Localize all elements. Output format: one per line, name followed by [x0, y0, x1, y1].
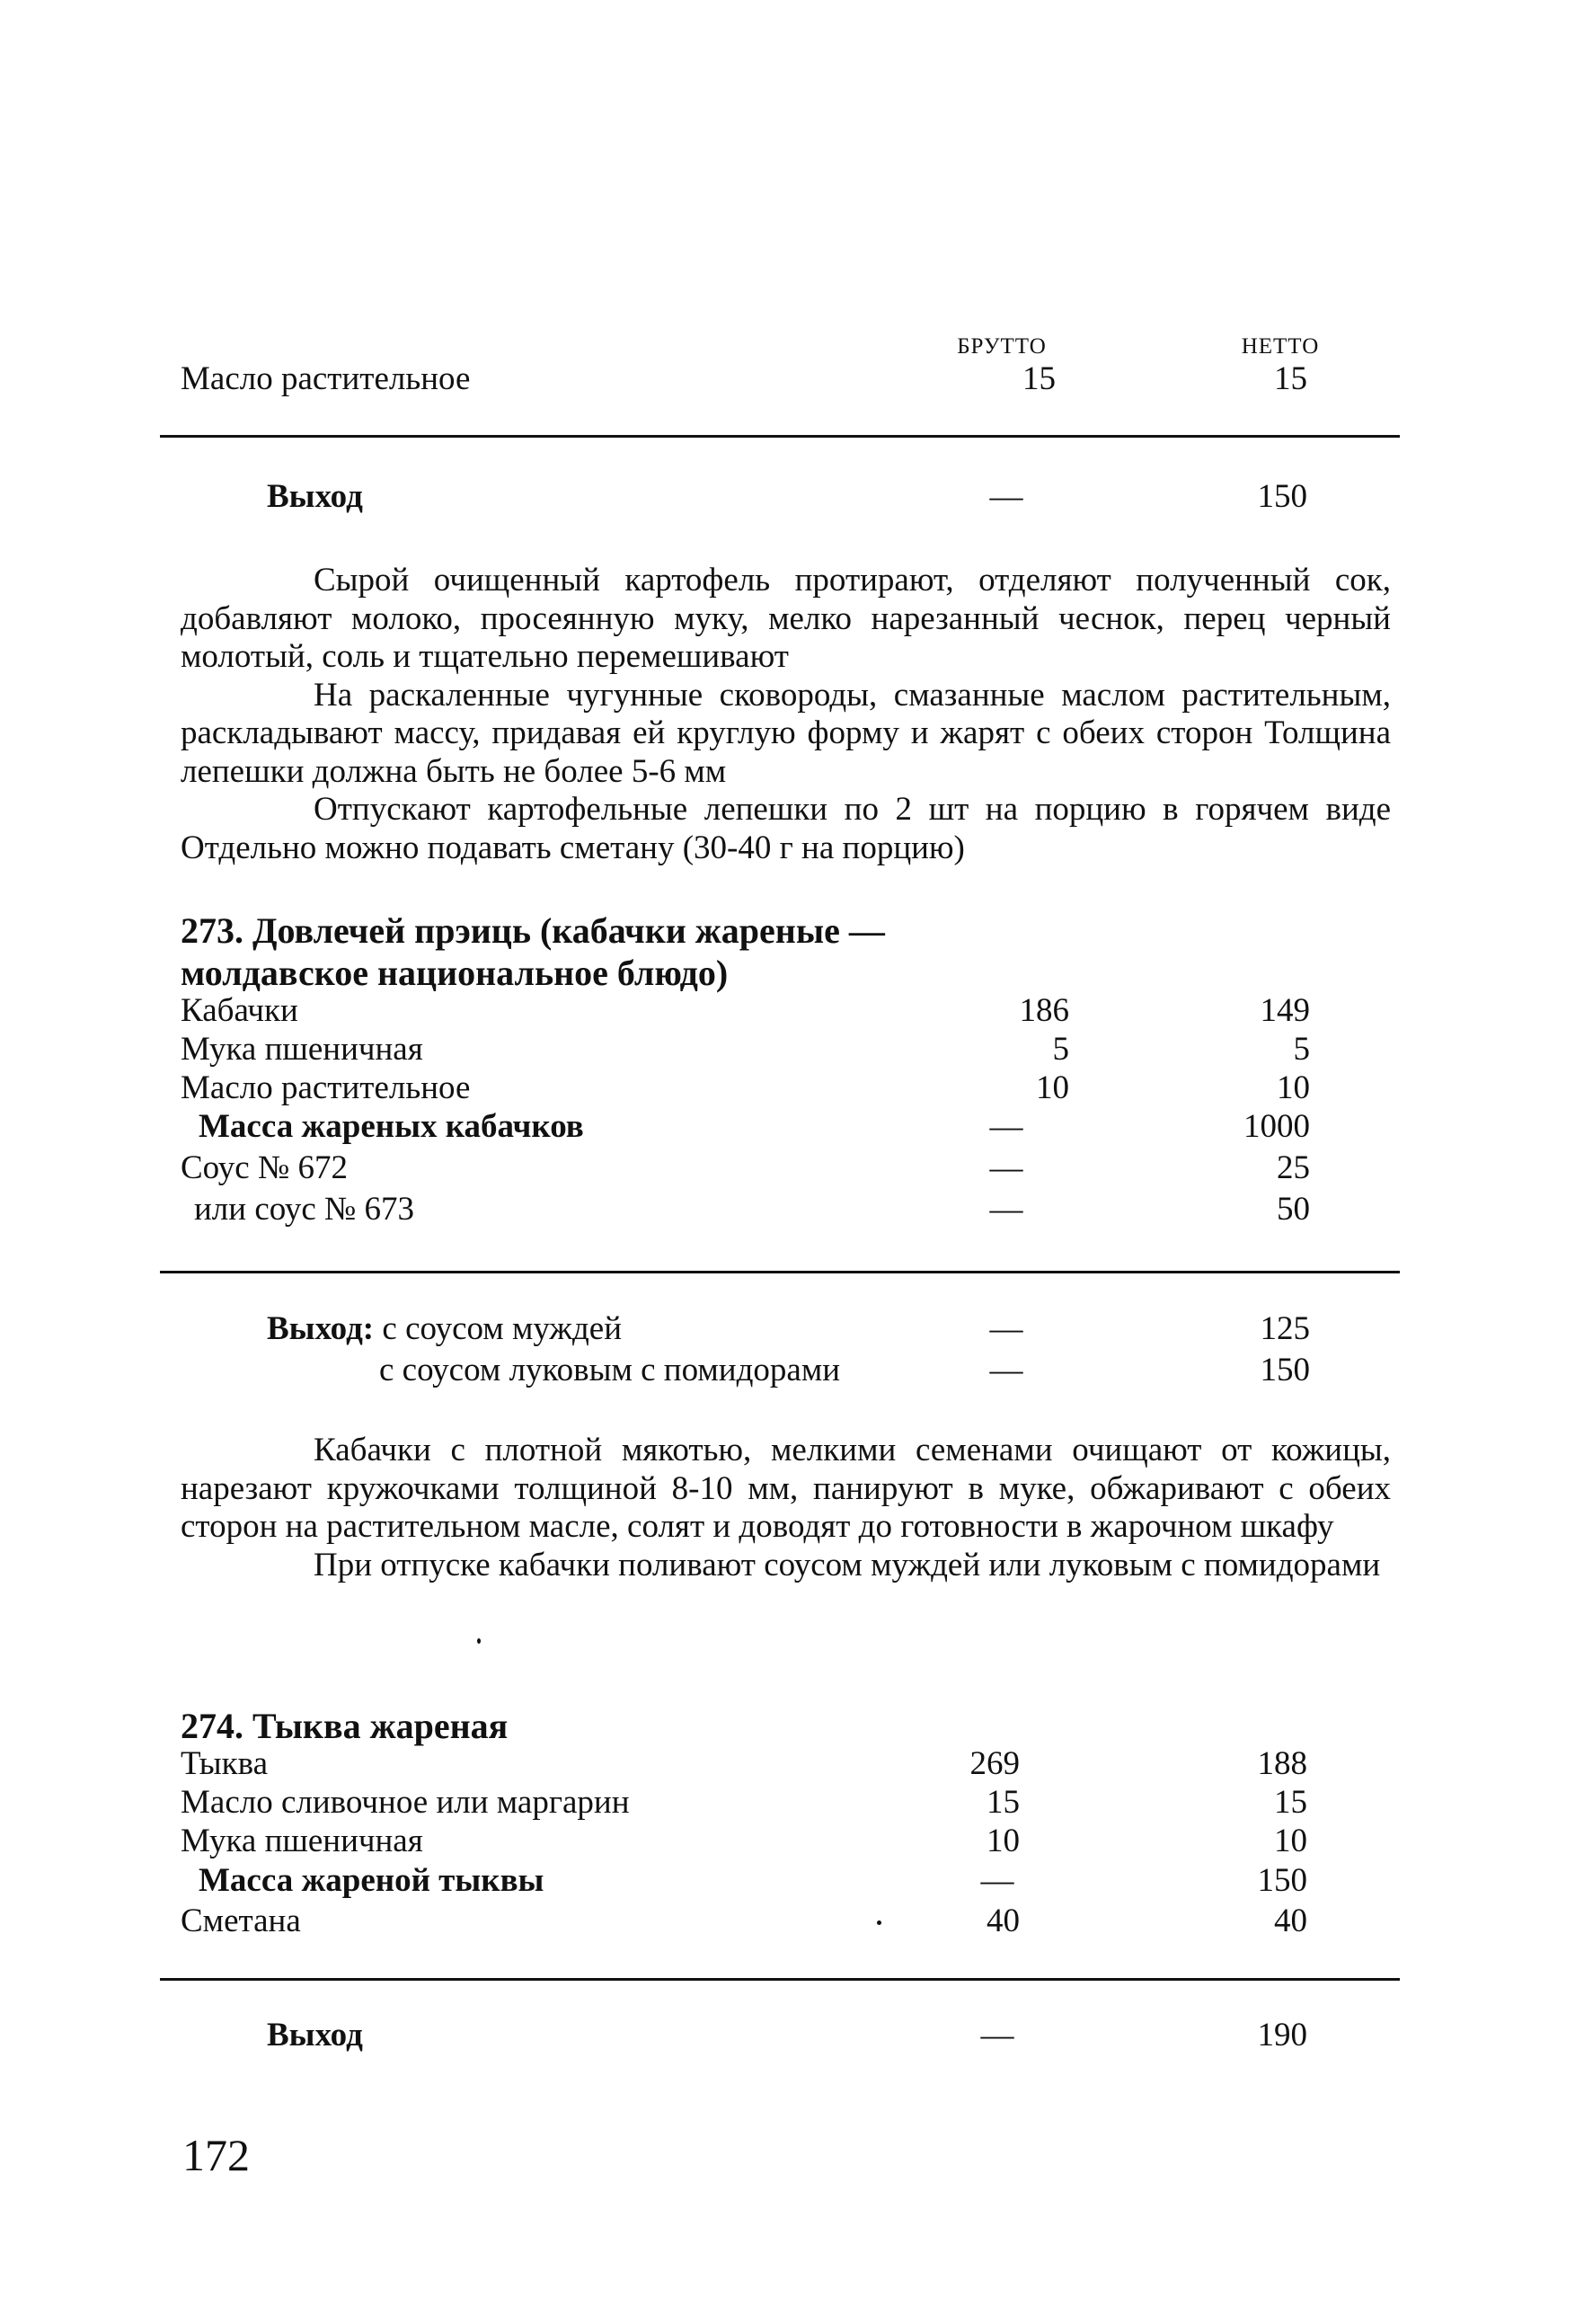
ingredient-name: Масса жареных кабачков	[199, 1108, 584, 1145]
netto-value: 190	[1257, 2017, 1307, 2053]
netto-value: 25	[1277, 1149, 1310, 1186]
yield-label: Выход:	[267, 1310, 375, 1347]
ingredient-name: Мука пшеничная	[181, 1031, 423, 1068]
print-speck	[877, 1920, 881, 1925]
netto-value: 40	[1274, 1903, 1307, 1939]
table-row	[0, 1783, 1584, 1823]
yield-label: Выход	[267, 2017, 363, 2053]
brutto-value: —	[980, 2017, 1014, 2053]
netto-value: 149	[1260, 992, 1310, 1029]
yield-row	[0, 1309, 1584, 1349]
ingredient-name: Масло растительное	[181, 360, 471, 397]
netto-value: 10	[1277, 1069, 1310, 1106]
ingredient-name: Мука пшеничная	[181, 1823, 423, 1859]
paragraph: При отпуске кабачки поливают соусом муждей или луковым с помидорами	[314, 1546, 1381, 1583]
ingredient-name: Масло сливочное или маргарин	[181, 1784, 630, 1821]
brutto-value: 10	[1036, 1069, 1069, 1106]
netto-value: 1000	[1243, 1108, 1310, 1145]
netto-value: 15	[1274, 1784, 1307, 1821]
table-row	[0, 991, 1584, 1031]
column-header-netto: НЕТТО	[1241, 334, 1320, 359]
ingredient-name: Масса жареной тыквы	[199, 1862, 544, 1899]
print-speck	[477, 1638, 481, 1644]
yield-sauce-label: с соусом луковым с помидорами	[379, 1352, 841, 1388]
paragraph: Сырой очищенный картофель протирают, отделяют полученный сок, добавляют молоко, просеянную муку, мелко нарезанный чеснок, перец черный молотый, соль и тщательно перемешивают	[181, 562, 1391, 675]
table-row	[0, 1030, 1584, 1069]
brutto-value: —	[989, 1149, 1023, 1186]
divider	[160, 435, 1400, 438]
brutto-value: —	[989, 1108, 1023, 1145]
ingredient-name: Сметана	[181, 1903, 301, 1939]
brutto-value: 10	[987, 1823, 1020, 1859]
table-row	[0, 1861, 1584, 1901]
instructions-text	[181, 1432, 1391, 1584]
yield-row	[0, 477, 1584, 517]
brutto-value: 15	[1022, 360, 1056, 397]
table-row	[0, 1069, 1584, 1108]
table-row	[0, 1822, 1584, 1861]
divider	[160, 1271, 1400, 1273]
brutto-value: —	[980, 1862, 1014, 1899]
divider	[160, 1978, 1400, 1981]
yield-row	[0, 2016, 1584, 2055]
netto-value: 188	[1257, 1745, 1307, 1782]
paragraph: На раскаленные чугунные сковороды, смазанные маслом растительным, раскладывают массу, придавая ей круглую форму и жарят с обеих сторон Толщина лепешки должна быть не более 5-6 мм	[181, 676, 1391, 790]
brutto-value: —	[989, 1310, 1023, 1347]
netto-value: 150	[1257, 478, 1307, 515]
paragraph: Кабачки с плотной мякотью, мелкими семенами очищают от кожицы, нарезают кружочками толщиной 8-10 мм, панируют в муке, обжаривают с обеих сторон на растительном масле, солят и доводят до готовности в жарочном шкафу	[181, 1432, 1391, 1545]
table-row	[0, 1107, 1584, 1147]
netto-value: 5	[1293, 1031, 1310, 1068]
page-number: 172	[182, 2130, 250, 2180]
recipe-title-continued: молдавское национальное блюдо)	[181, 953, 729, 993]
column-header-brutto: БРУТТО	[957, 334, 1047, 359]
table-row	[0, 1149, 1584, 1188]
netto-value: 10	[1274, 1823, 1307, 1859]
yield-row	[0, 1351, 1584, 1390]
recipe-title: 274. Тыква жареная	[181, 1706, 509, 1746]
brutto-value: 5	[1052, 1031, 1069, 1068]
netto-value: 150	[1257, 1862, 1307, 1899]
yield-sauce-label: с соусом муждей	[382, 1310, 622, 1347]
ingredient-name: или соус № 673	[194, 1191, 415, 1228]
table-row	[0, 1190, 1584, 1229]
brutto-value: 40	[987, 1903, 1020, 1939]
paragraph: Отпускают картофельные лепешки по 2 шт на порцию в горячем виде Отдельно можно подавать сметану (30-40 г на порцию)	[181, 791, 1391, 866]
brutto-value: 269	[969, 1745, 1020, 1782]
ingredient-name: Тыква	[181, 1745, 268, 1782]
ingredient-name: Соус № 672	[181, 1149, 348, 1186]
brutto-value: 186	[1019, 992, 1069, 1029]
table-row	[0, 359, 1584, 399]
netto-value: 125	[1260, 1310, 1310, 1347]
brutto-value: —	[989, 478, 1023, 515]
ingredient-name: Кабачки	[181, 992, 298, 1029]
recipe-title: 273. Довлечей прэиць (кабачки жареные —	[181, 910, 885, 951]
netto-value: 150	[1260, 1352, 1310, 1388]
table-row	[0, 1744, 1584, 1784]
brutto-value: —	[989, 1191, 1023, 1228]
table-row	[0, 1902, 1584, 1941]
yield-label: Выход	[267, 478, 363, 515]
instructions-text	[181, 562, 1391, 867]
brutto-value: 15	[987, 1784, 1020, 1821]
netto-value: 15	[1274, 360, 1307, 397]
brutto-value: —	[989, 1352, 1023, 1388]
netto-value: 50	[1277, 1191, 1310, 1228]
ingredient-name: Масло растительное	[181, 1069, 471, 1106]
